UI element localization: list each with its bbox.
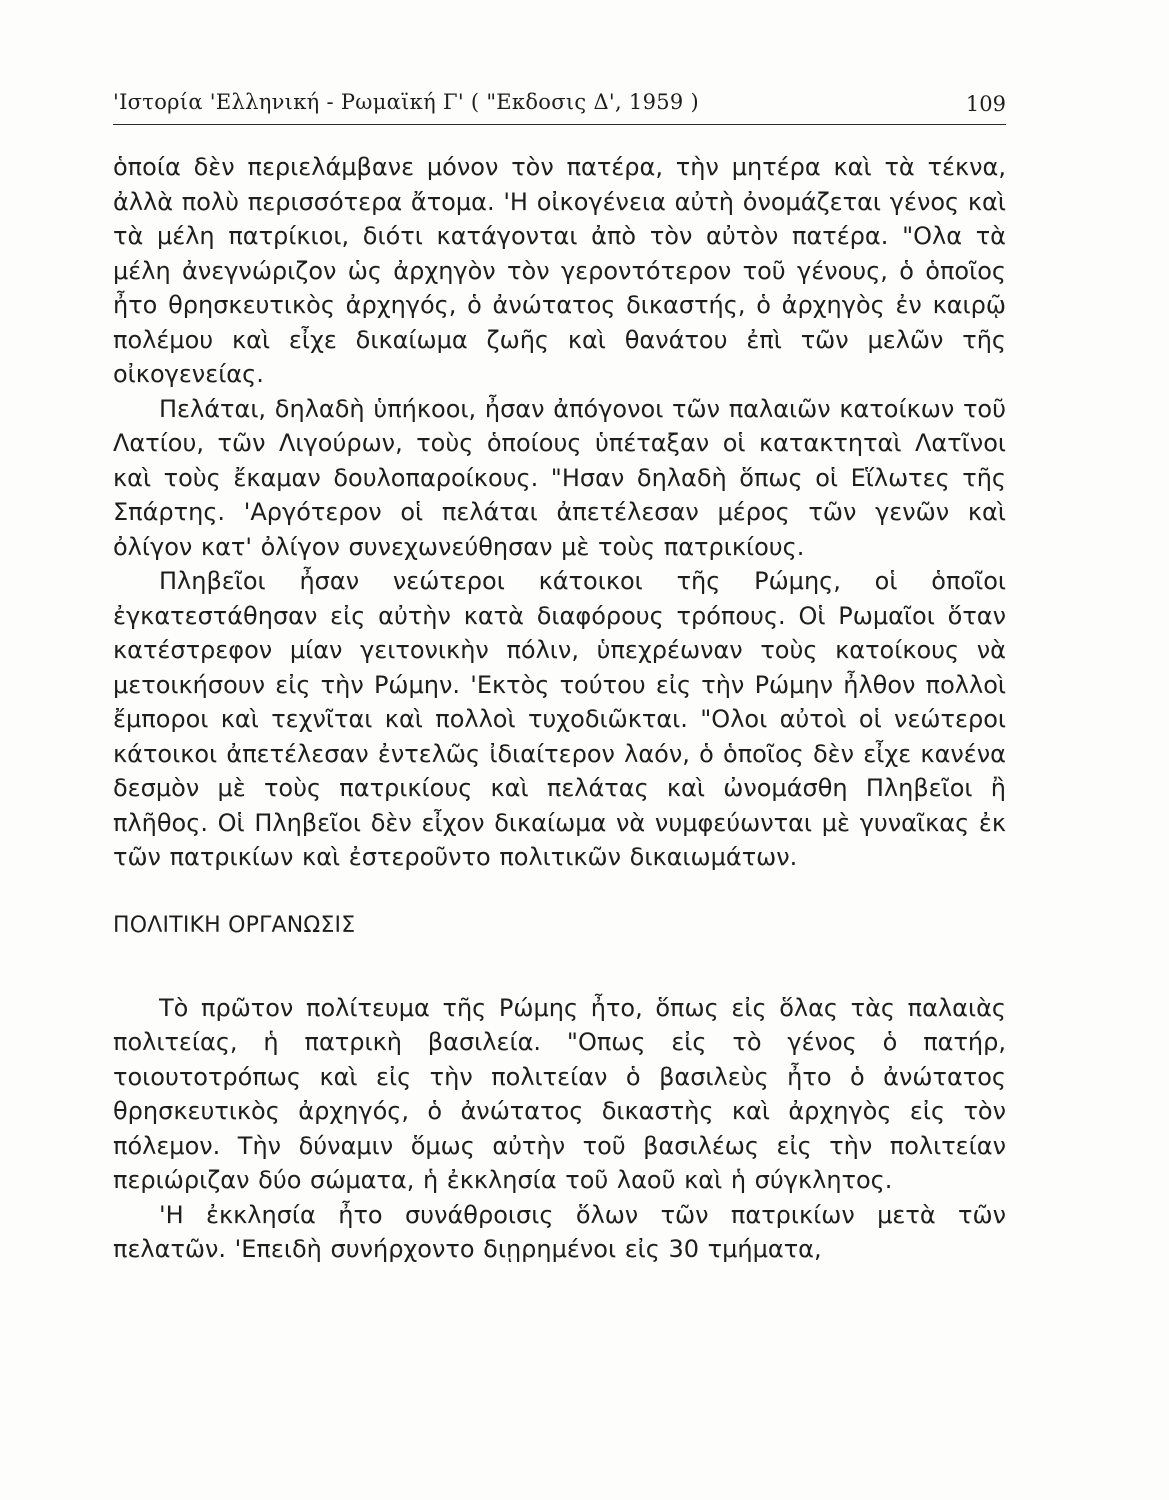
paragraph-clients: Πελάται, δηλαδὴ ὑπήκοοι, ἦσαν ἀπόγονοι τῶν παλαιῶν κατοίκων τοῦ Λατίου, τῶν Λιγούρων, τοὺς ὁποίους ὑπέταξαν οἱ κατακτηταὶ Λατῖνοι καὶ τοὺς ἔκαμαν δουλοπαροίκους. "Ησαν δηλαδὴ ὅπως οἱ Εἵλωτες τῆς Σπάρτης. 'Αργότερον οἱ πελάται ἀπετέλεσαν μέρος τῶν γενῶν καὶ ὀλίγον κατ' ὀλίγον συνεχωνεύθησαν μὲ τοὺς πατρικίους.: [113, 394, 1006, 561]
body-text: [113, 150, 1006, 1267]
paragraph-constitution: Τὸ πρῶτον πολίτευμα τῆς Ρώμης ἦτο, ὅπως εἰς ὅλας τὰς παλαιὰς πολιτείας, ἡ πατρικὴ βασιλεία. "Οπως εἰς τὸ γένος ὁ πατήρ, τοιουτοτρόπως καὶ εἰς τὴν πολιτείαν ὁ βασιλεὺς ἦτο ὁ ἀνώτατος θρησκευτικὸς ἀρχηγός, ὁ ἀνώτατος δικαστὴς καὶ ἀρχηγὸς εἰς τὸν πόλεμον. Τὴν δύναμιν ὅμως αὐτὴν τοῦ βασιλέως εἰς τὴν πολιτείαν περιώριζαν δύο σώματα, ἡ ἐκκλησία τοῦ λαοῦ καὶ ἡ σύγκλητος.: [113, 993, 1006, 1194]
paragraph-assembly: 'Η ἐκκλησία ἦτο συνάθροισις ὅλων τῶν πατρικίων μετὰ τῶν πελατῶν. 'Επειδὴ συνήρχοντο διῃρημένοι εἰς 30 τμήματα,: [113, 1200, 1006, 1263]
paragraph-family: ὁποία δὲν περιελάμβανε μόνον τὸν πατέρα, τὴν μητέρα καὶ τὰ τέκνα, ἀλλὰ πολὺ περισσότερα ἄτομα. 'Η οἰκογένεια αὐτὴ ὀνομάζεται γένος καὶ τὰ μέλη πατρίκιοι, διότι κατάγονται ἀπὸ τὸν αὐτὸν πατέρα. "Ολα τὰ μέλη ἀνεγνώριζον ὡς ἀρχηγὸν τὸν γεροντότερον τοῦ γένους, ὁ ὁποῖος ἦτο θρησκευτικὸς ἀρχηγός, ὁ ἀνώτατος δικαστής, ὁ ἀρχηγὸς ἐν καιρῷ πολέμου καὶ εἶχε δικαίωμα ζωῆς καὶ θανάτου ἐπὶ τῶν μελῶν τῆς οἰκογενείας.: [113, 153, 1006, 388]
paragraph-plebeians: Πληβεῖοι ἦσαν νεώτεροι κάτοικοι τῆς Ρώμης, οἱ ὁποῖοι ἐγκατεστάθησαν εἰς αὐτὴν κατὰ διαφόρους τρόπους. Οἱ Ρωμαῖοι ὅταν κατέστρεφον μίαν γειτονικὴν πόλιν, ὑπεχρέωναν τοὺς κατοίκους νὰ μετοικήσουν εἰς τὴν Ρώμην. 'Εκτὸς τούτου εἰς τὴν Ρώμην ἦλθον πολλοὶ ἔμποροι καὶ τεχνῖται καὶ πολλοὶ τυχοδιῶκται. "Ολοι αὐτοὶ οἱ νεώτεροι κάτοικοι ἀπετέλεσαν ἐντελῶς ἰδιαίτερον λαόν, ὁ ὁποῖος δὲν εἶχε κανένα δεσμὸν μὲ τοὺς πατρικίους καὶ πελάτας καὶ ὠνομάσθη Πληβεῖοι ἢ πλῆθος. Οἱ Πληβεῖοι δὲν εἶχον δικαίωμα νὰ νυμφεύωνται μὲ γυναῖκας ἐκ τῶν πατρικίων καὶ ἐστεροῦντο πολιτικῶν δικαιωμάτων.: [113, 567, 1006, 871]
running-title: 'Ιστορία 'Ελληνική - Ρωμαϊκή Γ' ( "Εκδοσις Δ', 1959 ): [113, 90, 700, 114]
page-number: 109: [965, 92, 1006, 116]
page-header: [113, 88, 1006, 125]
section-heading: ΠΟΛΙΤΙΚΗ ΟΡΓΑΝΩΣΙΣ: [113, 912, 356, 938]
